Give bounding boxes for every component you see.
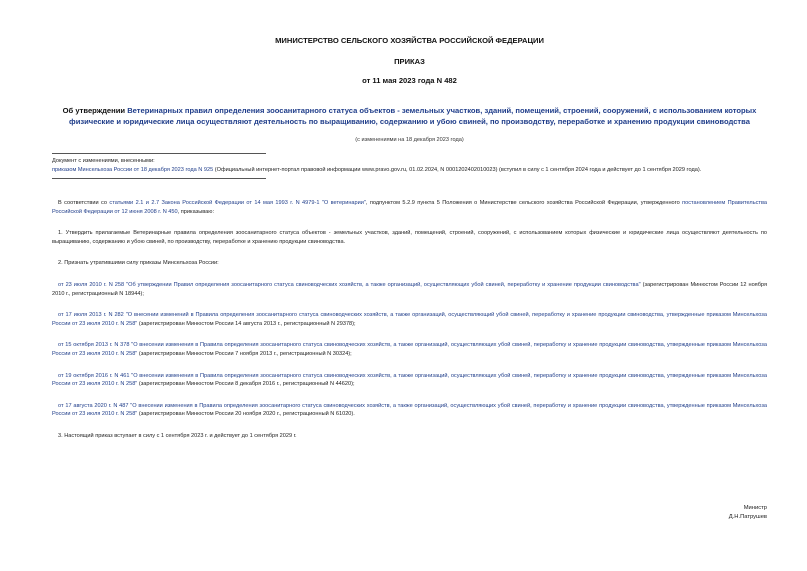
sub-item-2-rest: (зарегистрирован Минюстом России 14 августа 2013 г., регистрационный N 29378); — [137, 320, 356, 327]
preamble-text-3: , приказываю: — [177, 208, 215, 215]
doc-changes-label: Документ с изменениями, внесенными: — [52, 158, 155, 164]
document-page — [52, 36, 767, 441]
revision-note: (с изменениями на 18 декабря 2023 года) — [355, 137, 464, 143]
sub-item-5-rest: (зарегистрирован Минюстом России 20 ноября 2020 г., регистрационный N 61020). — [137, 411, 355, 418]
law-link[interactable]: статьями 2.1 и 2.7 Закона Российской Федерации от 14 мая 1993 г. N 4979-1 "О ветеринарии" — [109, 200, 366, 206]
separator-top — [52, 153, 266, 154]
ministry-heading: МИНИСТЕРСТВО СЕЛЬСКОГО ХОЗЯЙСТВА РОССИЙСКОЙ ФЕДЕРАЦИИ — [275, 36, 544, 45]
preamble-text-1: В соответствии со — [58, 200, 110, 206]
item-1-paragraph — [52, 229, 767, 246]
amending-order-link[interactable]: приказом Минсельхоза России от 18 декабря 2023 года N 925 — [52, 166, 214, 173]
order-461-link[interactable]: от 19 октября 2016 г. N 461 "О внесении изменения в Правила определения зоосанитарного статуса свиноводческих хозяйств, а также организаций, осуществляющих убой свиней, переработку и хранение продукции свиноводства, утвержденные приказом Минсельхоза России от 23 июля 2010 г. N 258" — [52, 372, 767, 388]
order-258-link[interactable]: от 23 июля 2010 г. N 258 "Об утверждении Правил определения зоосанитарного статуса свиноводческих хозяйств, а также организаций, осуществляющих убой свиней, переработку и хранение продукции свиноводства" — [58, 281, 641, 288]
order-378-link[interactable]: от 15 октября 2013 г. N 378 "О внесении изменения в Правила определения зоосанитарного статуса свиноводческих хозяйств, а также организаций, осуществляющих убой свиней, переработку и хранение продукции свиноводства, утвержденные приказом Минсельхоза России от 23 июля 2010 г. N 258" — [52, 342, 767, 357]
item-1-text: 1. Утвердить прилагаемые Ветеринарные правила определения зоосанитарного статуса объектов - земельных участков, зданий, помещений, строений, сооружений, с использованием которых физические и юридические лица осуществляют деятельность по выращиванию, содержанию и убою свиней, по производству, переработке и хранению продукции свиноводства. — [52, 230, 767, 245]
title-link[interactable]: Ветеринарных правил определения зоосанитарного статуса объектов - земельных участков, зданий, помещений, строений, сооружений, с использованием которых физические и юридические лица осуществляют деятельность по выращиванию, содержанию и убою свиней, по производству, переработке и хранению продукции свиноводства — [69, 106, 757, 126]
sub-item-5 — [52, 402, 767, 419]
doc-type-heading: ПРИКАЗ — [394, 57, 425, 66]
sub-item-3 — [52, 341, 767, 358]
sub-item-1 — [52, 281, 767, 298]
signer-name: Д.Н.Патрушев — [728, 514, 767, 520]
preamble-text-2: , подпунктом 5.2.9 пункта 5 Положения о Министерстве сельского хозяйства Российской Федерации, утвержденного — [365, 200, 683, 206]
order-487-link[interactable]: от 17 августа 2020 г. N 487 "О внесении изменения в Правила определения зоосанитарного статуса свиноводческих хозяйств, а также организаций, осуществляющих убой свиней, переработку и хранение продукции свиноводства, утвержденные приказом Минсельхоза России от 23 июля 2010 г. N 258" — [52, 402, 767, 418]
sub-item-3-rest: (зарегистрирован Минюстом России 7 ноября 2013 г., регистрационный N 30324); — [137, 350, 352, 357]
separator-bottom — [52, 178, 266, 179]
order-282-link[interactable]: от 17 июля 2013 г. N 282 "О внесении изменений в Правила определения зоосанитарного статуса свиноводческих хозяйств, а также организаций, осуществляющий убой свиней, переработку и хранение продукции свиноводства, утвержденные приказом Минсельхоза России от 23 июля 2010 г. N 258" — [52, 312, 767, 327]
signature-block — [729, 504, 767, 522]
date-number-heading: от 11 мая 2023 года N 482 — [362, 76, 457, 85]
doc-changes-rest: (Официальный интернет-портал правовой информации www.pravo.gov.ru, 01.02.2024, N 0001202402010023) (вступил в силу с 1 сентября 2024 года и действует до 1 сентября 2029 года). — [213, 166, 702, 173]
doc-changes-box — [52, 157, 767, 174]
title-prefix: Об утверждении — [62, 106, 128, 115]
signer-position: Министр — [743, 505, 767, 511]
preamble-paragraph — [52, 199, 767, 216]
item-3-paragraph — [52, 432, 767, 441]
item-2-paragraph — [52, 259, 767, 268]
doc-changes-text — [52, 166, 767, 175]
document-title — [52, 105, 767, 127]
sub-item-1-rest: (зарегистрирован Минюстом России 12 ноября 2010 г., регистрационный N 18944); — [52, 281, 767, 297]
sub-item-4-rest: (зарегистрирован Минюстом России 8 декабря 2016 г., регистрационный N 44620); — [137, 381, 355, 388]
sub-item-4 — [52, 372, 767, 389]
sub-item-2 — [52, 311, 767, 328]
item-3-text: 3. Настоящий приказ вступает в силу с 1 сентября 2023 г. и действует до 1 сентября 2029 г. — [58, 432, 297, 439]
decree-link[interactable]: постановлением Правительства Российской Федерации от 12 июня 2008 г. N 450 — [52, 200, 767, 215]
item-2-text: 2. Признать утратившими силу приказы Минсельхоза России: — [58, 260, 219, 267]
